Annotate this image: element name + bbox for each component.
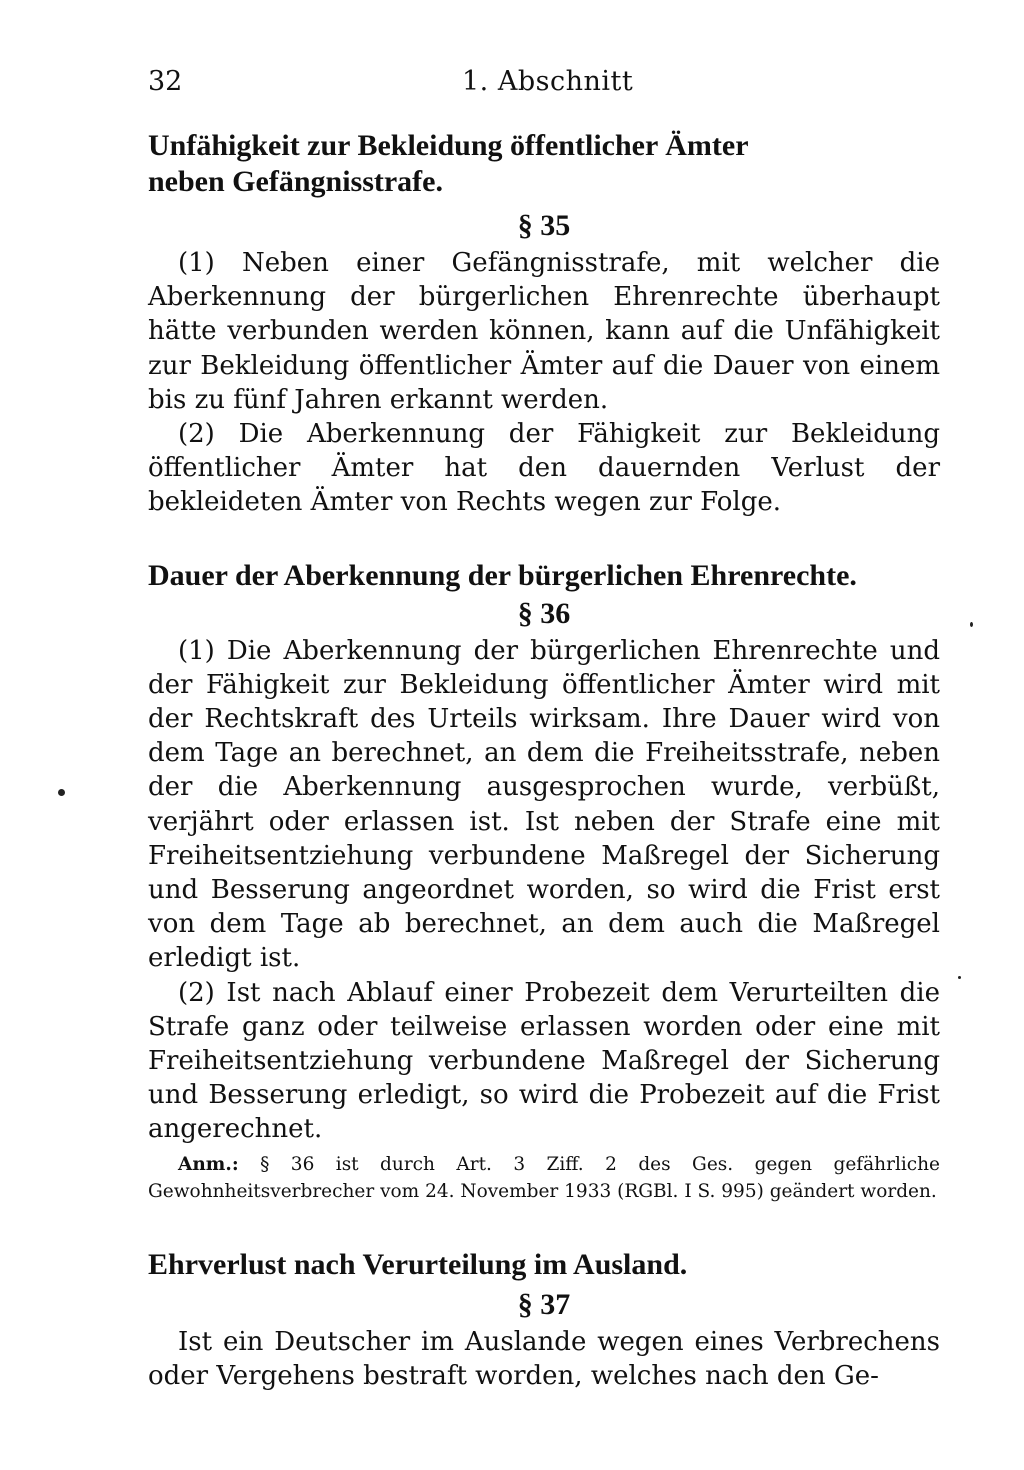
section-37-paragraph-1: Ist ein Deutscher im Auslande wegen eines Verbrechens oder Vergehens bestraft worden, welches nach den Ge- bbox=[148, 1326, 940, 1391]
section-36-paragraph-2: (2) Ist nach Ablauf einer Probezeit dem Verurteilten die Strafe ganz oder teilweise erlassen worden oder eine mit Freiheitsentziehung verbundene Maßregel der Sicherung und Besserung erledigt, so wird die Probezeit auf die Frist angerechnet. bbox=[148, 977, 940, 1145]
page bbox=[148, 62, 940, 1393]
section-36-heading: Dauer der Aberkennung der bürgerlichen Ehrenrechte. bbox=[148, 558, 857, 592]
section-35-paragraph-1: (1) Neben einer Gefängnisstrafe, mit welcher die Aberkennung der bürgerlichen Ehrenrechte überhaupt hätte verbunden werden können, kann auf die Unfähigkeit zur Bekleidung öffentlicher Ämter auf die Dauer von einem bis zu fünf Jahren erkannt werden. bbox=[148, 248, 940, 415]
margin-speck bbox=[58, 789, 65, 796]
running-title: 1. Abschnitt bbox=[462, 66, 634, 97]
section-37-heading: Ehrverlust nach Verurteilung im Ausland. bbox=[148, 1247, 688, 1281]
section-35-sign: § 35 bbox=[517, 209, 571, 242]
note-label: Anm.: bbox=[178, 1153, 239, 1175]
section-35-heading-line-1: Unfähigkeit zur Bekleidung öffentlicher Ämter bbox=[148, 129, 749, 162]
margin-speck bbox=[958, 976, 961, 979]
section-36-sign: § 36 bbox=[517, 596, 571, 630]
page-number: 32 bbox=[148, 66, 183, 97]
section-36-note bbox=[148, 1151, 940, 1205]
section-35-paragraph-2: (2) Die Aberkennung der Fähigkeit zur Bekleidung öffentlicher Ämter hat den dauernden Verlust der bekleideten Ämter von Rechts wegen zur Folge. bbox=[148, 419, 940, 518]
section-37-sign: § 37 bbox=[517, 1287, 571, 1321]
section-35-heading-line-2: neben Gefängnisstrafe. bbox=[148, 165, 443, 198]
section-36-paragraph-1: (1) Die Aberkennung der bürgerlichen Ehrenrechte und der Fähigkeit zur Bekleidung öffentlicher Ämter wird mit der Rechtskraft des Urteils wirksam. Ihre Dauer wird von dem Tage an berechnet, an dem die Freiheitsstrafe, neben der die Aberkennung ausgesprochen wurde, verbüßt, verjährt oder erlassen ist. Ist neben der Strafe eine mit Freiheitsentziehung verbundene Maßregel der Sicherung und Besserung angeordnet worden, so wird die Frist erst von dem Tage ab berechnet, an dem auch die Maßregel erledigt ist. bbox=[148, 635, 940, 974]
margin-speck bbox=[970, 622, 973, 627]
running-head bbox=[148, 62, 940, 102]
section-35-heading bbox=[148, 128, 940, 200]
note-text: § 36 ist durch Art. 3 Ziff. 2 des Ges. gegen gefährliche Gewohnheitsverbrecher vom 24. November 1933 (RGBl. I S. 995) geändert worden. bbox=[148, 1153, 940, 1202]
